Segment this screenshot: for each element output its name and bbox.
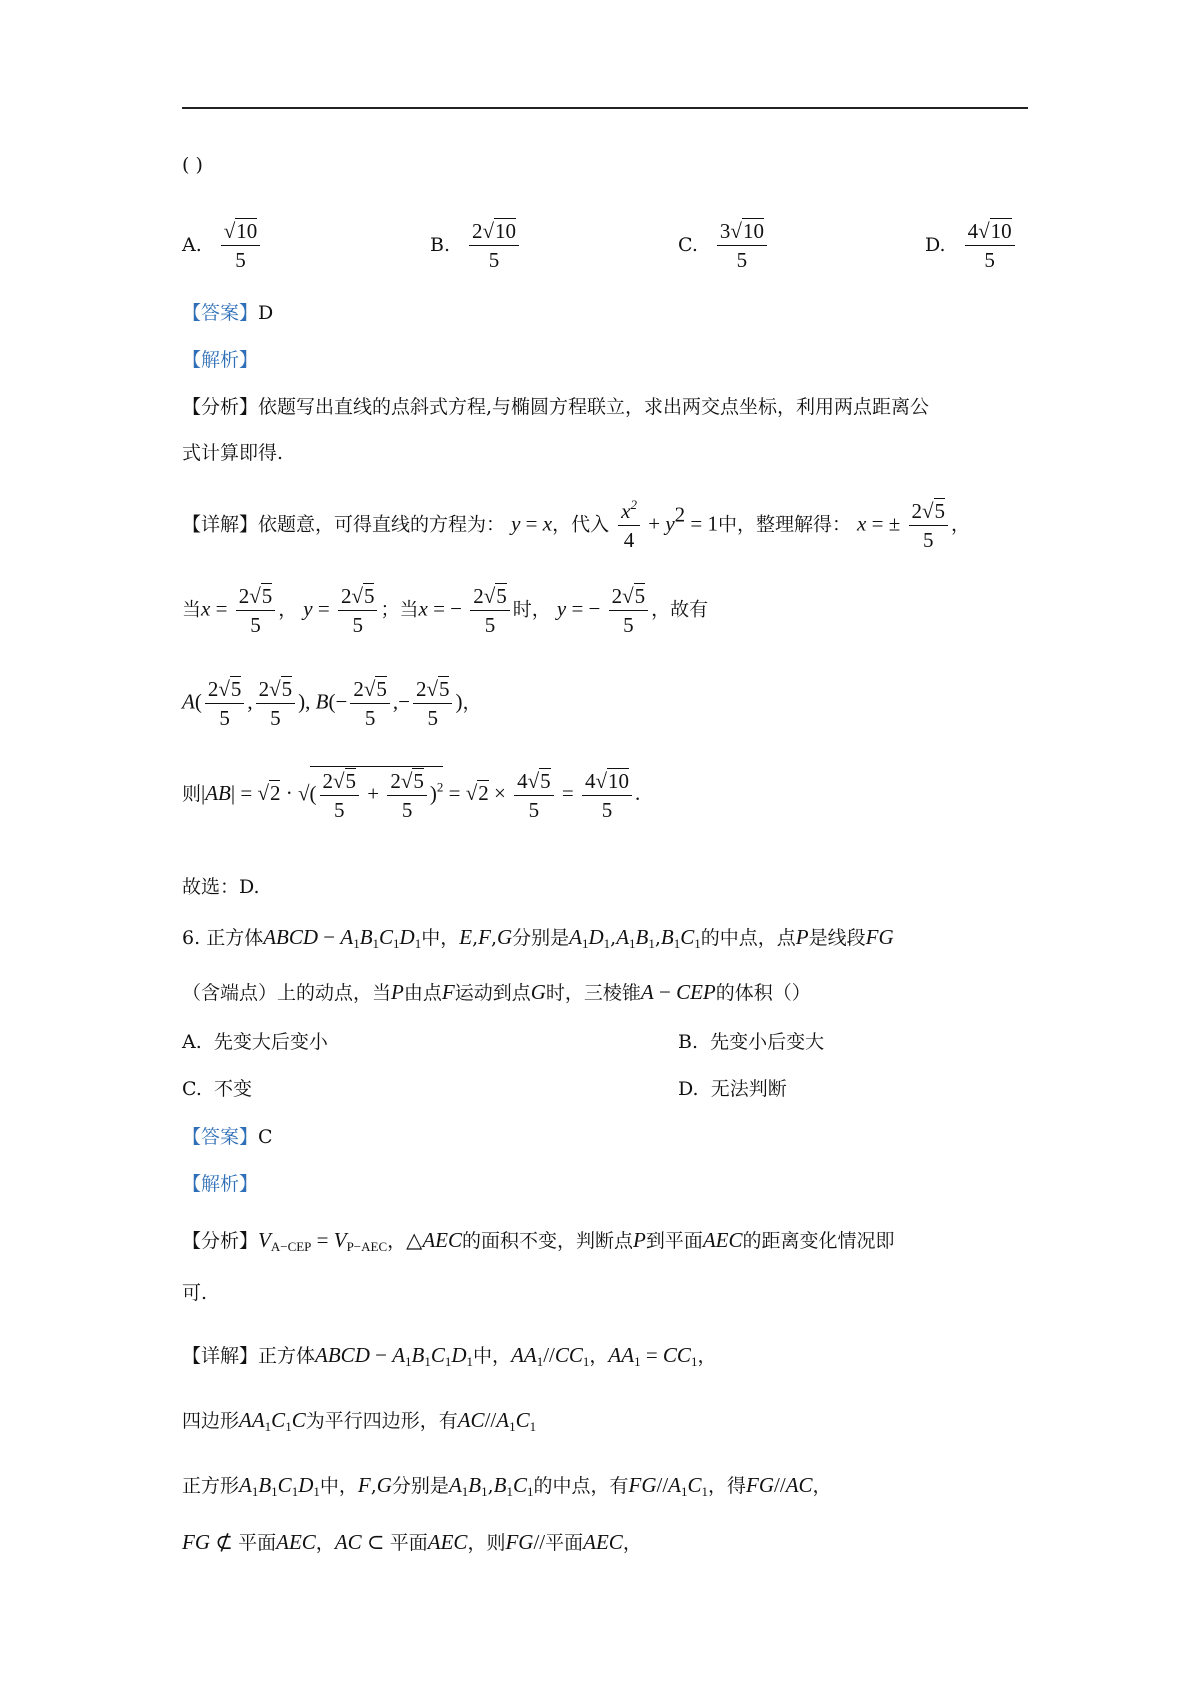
answer-value: C	[258, 1126, 273, 1148]
q6-detail-line2: 四边形$AA_1C_1C$为平行四边形，有$AC//A_1C_1$	[182, 1408, 537, 1434]
option-fraction: $\frac{√10}{5}$	[221, 217, 261, 274]
q5-jiexi-tag: 【解析】	[182, 349, 259, 371]
q6-fenxi-line2: 可.	[182, 1282, 208, 1304]
q5-detail-line1: 【详解】依题意，可得直线的方程为： y = x，代入 $\frac{x^2}{4}$ + $y^2 = 1$中，整理解得： x = ± $\frac{2√5}{5}$ ，	[182, 497, 971, 552]
answer-tag: 【答案】	[182, 1126, 259, 1148]
answer-value: D	[258, 302, 274, 324]
q6-detail-line4: FG ⊄ 平面AEC，AC ⊂ 平面AEC，则FG//平面AEC，	[182, 1530, 642, 1554]
q5-answer	[182, 298, 273, 328]
q6-stem-line1: 6. 正方体ABCD − $A_1B_1C_1D_1$中，E,F,G分别是$A_1D_1,A_1B_1,B_1C_1$的中点，点P是线段FG	[182, 925, 894, 951]
q6-fenxi-line1: 【分析】$V_{A-CEP} = V_{P-AEC}$，△AEC的面积不变，判断点P到平面AEC的距离变化情况即	[182, 1228, 895, 1254]
answer-tag: 【答案】	[182, 302, 259, 324]
q6-answer	[182, 1122, 273, 1152]
q6-detail-line1: 【详解】正方体ABCD − $A_1B_1C_1D_1$中，$AA_1//CC_1$，$AA_1 = CC_1$，	[182, 1343, 717, 1369]
fenxi-tag: 【分析】	[182, 396, 259, 418]
q6-jiexi-tag: 【解析】	[182, 1173, 259, 1195]
q5-paren: ( )	[182, 154, 203, 176]
q5-option-c[interactable]	[678, 210, 770, 280]
header-rule	[182, 107, 1028, 109]
option-fraction: $\frac{4√10}{5}$	[965, 217, 1015, 274]
q6-stem-line2: （含端点）上的动点，当P由点F运动到点G时，三棱锥A − CEP的体积（）	[182, 980, 811, 1004]
q6-option-c[interactable]: C. 不变	[182, 1078, 253, 1100]
q5-option-a[interactable]	[182, 210, 263, 280]
q6-option-b[interactable]: B. 先变小后变大	[678, 1031, 825, 1053]
q5-detail-line4: 则|AB| = √2 · √( $\frac{2√5}{5}$ + $\frac{2√5}{5}$ )$^2$ = √2 × $\frac{4√5}{5}$ = $\frac{4√10}{5}$ .	[182, 766, 640, 824]
option-label: B.	[430, 234, 451, 256]
q5-detail-line2: 当x = $\frac{2√5}{5}$ ， y = $\frac{2√5}{5}$ ；当x = − $\frac{2√5}{5}$ 时， y = − $\frac{2√5}{5}$ ，故有	[182, 584, 709, 637]
q6-option-d[interactable]: D. 无法判断	[678, 1078, 787, 1100]
option-label: A.	[182, 234, 202, 256]
q5-detail-line3: A( $\frac{2√5}{5}$ , $\frac{2√5}{5}$ ), B(− $\frac{2√5}{5}$ ,− $\frac{2√5}{5}$ )，	[182, 677, 482, 730]
q6-option-a[interactable]: A. 先变大后变小	[182, 1031, 328, 1053]
option-fraction: $\frac{2√10}{5}$	[469, 217, 519, 274]
q5-option-b[interactable]	[430, 210, 522, 280]
q5-fenxi-line1: 【分析】依题写出直线的点斜式方程,与椭圆方程联立，求出两交点坐标，利用两点距离公	[182, 396, 930, 418]
option-fraction: $\frac{3√10}{5}$	[717, 217, 767, 274]
q5-fenxi-line2: 式计算即得.	[182, 442, 284, 464]
q5-option-d[interactable]	[925, 210, 1018, 280]
option-label: D.	[925, 234, 946, 256]
q6-detail-line3: 正方形$A_1B_1C_1D_1$中，F,G分别是$A_1B_1,B_1C_1$的中点，有$FG//A_1C_1$，得FG//AC，	[182, 1473, 832, 1499]
option-label: C.	[678, 234, 698, 256]
q5-guxuan: 故选：D.	[182, 876, 260, 898]
